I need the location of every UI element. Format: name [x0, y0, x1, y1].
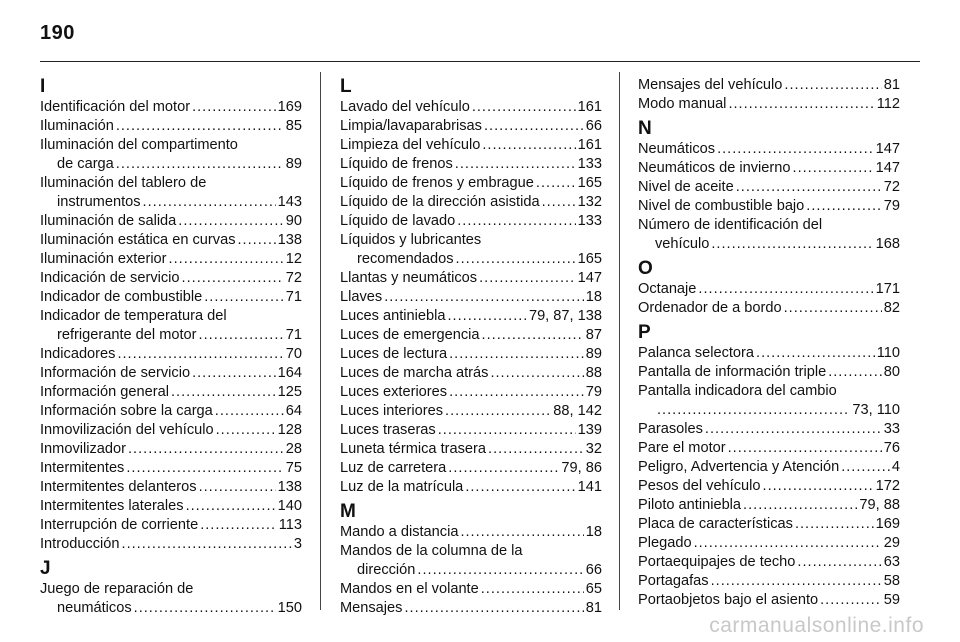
entry-term: Nivel de combustible bajo — [638, 198, 805, 214]
dot-leader — [238, 231, 276, 250]
index-entry[interactable] — [340, 599, 602, 618]
dot-leader — [200, 516, 277, 535]
entry-term: Información sobre la carga — [40, 403, 213, 419]
dot-leader — [116, 155, 284, 174]
index-entry[interactable] — [638, 76, 900, 95]
dot-leader — [728, 439, 882, 458]
dot-leader — [841, 458, 890, 477]
index-entry[interactable] — [40, 345, 302, 364]
entry-page-ref[interactable]: 112 — [876, 96, 900, 112]
entry-term: Lavado del vehículo — [340, 99, 470, 115]
entry-page-ref[interactable]: 171 — [875, 281, 900, 297]
entry-term: Líquido de lavado — [340, 213, 456, 229]
entry-term-continuation: instrumentos — [57, 194, 141, 210]
entry-page-ref[interactable]: 147 — [875, 141, 900, 157]
entry-page-ref[interactable]: 172 — [875, 478, 900, 494]
entry-term-continuation: dirección — [357, 562, 416, 578]
entry-term: Mandos de la columna de la — [340, 543, 523, 559]
entry-page-ref[interactable]: 33 — [883, 421, 900, 437]
dot-leader — [736, 178, 882, 197]
entry-term: Plegado — [638, 535, 692, 551]
index-entry[interactable] — [638, 420, 900, 439]
index-entry[interactable] — [638, 534, 900, 553]
dot-leader — [122, 535, 292, 554]
dot-leader — [186, 497, 276, 516]
dot-leader — [438, 421, 576, 440]
entry-term: Líquidos y lubricantes — [340, 232, 482, 248]
index-entry[interactable] — [40, 497, 302, 516]
index-entry[interactable] — [340, 193, 602, 212]
entry-term: Pesos del vehículo — [638, 478, 761, 494]
entry-page-ref[interactable]: 133 — [577, 156, 602, 172]
dot-leader — [178, 212, 283, 231]
index-entry[interactable] — [40, 440, 302, 459]
dot-leader — [182, 269, 284, 288]
entry-term: Llaves — [340, 289, 383, 305]
entry-term: Información general — [40, 384, 169, 400]
entry-page-ref[interactable]: 89 — [285, 156, 302, 172]
dot-leader — [756, 344, 875, 363]
entry-term-continuation: vehículo — [655, 236, 710, 252]
dot-leader — [806, 197, 881, 216]
index-entry[interactable] — [638, 344, 900, 363]
dot-leader — [698, 280, 873, 299]
entry-page-ref[interactable]: 164 — [277, 365, 302, 381]
entry-page-ref[interactable]: 169 — [277, 99, 302, 115]
entry-term: Portagafas — [638, 573, 709, 589]
entry-page-ref[interactable]: 18 — [585, 524, 602, 540]
entry-page-ref[interactable]: 139 — [577, 422, 602, 438]
index-entry[interactable] — [340, 212, 602, 231]
index-entry[interactable] — [638, 197, 900, 216]
dot-leader — [542, 193, 576, 212]
index-entry[interactable] — [340, 345, 602, 364]
dot-leader — [657, 401, 850, 420]
entry-page-ref[interactable]: 88 — [585, 365, 602, 381]
index-entry[interactable] — [340, 307, 602, 326]
dot-leader — [404, 599, 583, 618]
entry-term: Luces de marcha atrás — [340, 365, 489, 381]
entry-term: Identificación del motor — [40, 99, 191, 115]
entry-page-ref[interactable]: 147 — [577, 270, 602, 286]
entry-page-ref[interactable]: 28 — [285, 441, 302, 457]
entry-page-ref[interactable]: 18 — [585, 289, 602, 305]
entry-term: Intermitentes laterales — [40, 498, 184, 514]
index-entry[interactable] — [340, 269, 602, 288]
entry-term: Intermitentes — [40, 460, 125, 476]
entry-term-continuation: refrigerante del motor — [57, 327, 197, 343]
entry-term: Luz de carretera — [340, 460, 447, 476]
dot-leader — [711, 572, 882, 591]
index-column-3 — [638, 76, 900, 610]
entry-term: Placa de características — [638, 516, 793, 532]
entry-page-ref[interactable]: 161 — [577, 137, 602, 153]
entry-term: Llantas y neumáticos — [340, 270, 478, 286]
index-entry[interactable] — [340, 288, 602, 307]
dot-leader — [143, 193, 276, 212]
index-entry[interactable] — [340, 174, 602, 193]
index-entry[interactable] — [340, 136, 602, 155]
dot-leader — [204, 288, 284, 307]
entry-page-ref[interactable]: 110 — [876, 345, 900, 361]
entry-page-ref[interactable]: 4 — [891, 459, 900, 475]
dot-leader — [126, 459, 283, 478]
dot-leader — [481, 580, 584, 599]
entry-page-ref[interactable]: 169 — [875, 516, 900, 532]
entry-page-ref[interactable]: 73, 110 — [852, 402, 900, 418]
dot-leader — [479, 269, 576, 288]
dot-leader — [169, 250, 284, 269]
entry-term: Neumáticos de invierno — [638, 160, 791, 176]
header-rule — [40, 61, 920, 62]
entry-page-ref[interactable]: 165 — [577, 251, 602, 267]
index-entry[interactable] — [638, 95, 900, 114]
entry-term: Pantalla de información triple — [638, 364, 827, 380]
dot-leader — [192, 98, 276, 117]
index-entry[interactable] — [40, 535, 302, 554]
index-entry[interactable] — [340, 459, 602, 478]
index-entry[interactable] — [638, 439, 900, 458]
dot-leader — [199, 326, 284, 345]
index-entry[interactable] — [40, 478, 302, 497]
dot-leader — [482, 326, 584, 345]
dot-leader — [793, 159, 874, 178]
entry-term: Pare el motor — [638, 440, 726, 456]
dot-leader — [199, 478, 276, 497]
entry-term: Mandos en el volante — [340, 581, 479, 597]
entry-page-ref[interactable]: 65 — [585, 581, 602, 597]
page-number: 190 — [40, 22, 75, 44]
index-entry[interactable] — [340, 478, 602, 497]
index-entry[interactable] — [638, 159, 900, 178]
entry-page-ref[interactable]: 32 — [585, 441, 602, 457]
dot-leader — [449, 383, 584, 402]
entry-term: Luz de la matrícula — [340, 479, 464, 495]
column-divider — [320, 72, 321, 610]
index-entry[interactable] — [40, 269, 302, 288]
dot-leader — [784, 299, 882, 318]
index-entry[interactable] — [638, 363, 900, 382]
entry-page-ref[interactable]: 64 — [285, 403, 302, 419]
entry-term: Ordenador de a bordo — [638, 300, 782, 316]
entry-page-ref[interactable]: 147 — [875, 160, 900, 176]
dot-leader — [445, 402, 551, 421]
dot-leader — [216, 421, 276, 440]
entry-term: Información de servicio — [40, 365, 191, 381]
index-entry[interactable] — [340, 117, 602, 136]
entry-term: Luces antiniebla — [340, 308, 446, 324]
entry-term: Nivel de aceite — [638, 179, 734, 195]
entry-term: Iluminación — [40, 118, 114, 134]
dot-leader — [482, 136, 575, 155]
entry-page-ref[interactable]: 66 — [585, 562, 602, 578]
entry-page-ref[interactable]: 132 — [577, 194, 602, 210]
entry-page-ref[interactable]: 125 — [277, 384, 302, 400]
entry-page-ref[interactable]: 58 — [883, 573, 900, 589]
index-entry[interactable] — [340, 155, 602, 174]
entry-term: Líquido de la dirección asistida — [340, 194, 540, 210]
entry-page-ref[interactable]: 79, 88 — [859, 497, 900, 513]
entry-term: Limpieza del vehículo — [340, 137, 481, 153]
entry-page-ref[interactable]: 141 — [577, 479, 602, 495]
entry-term-continuation: recomendados — [357, 251, 454, 267]
entry-page-ref[interactable]: 161 — [577, 99, 602, 115]
entry-term: Neumáticos — [638, 141, 716, 157]
index-entry[interactable] — [40, 136, 302, 174]
index-entry[interactable] — [638, 299, 900, 318]
entry-term: Mando a distancia — [340, 524, 459, 540]
entry-page-ref[interactable]: 72 — [285, 270, 302, 286]
entry-term: Piloto antiniebla — [638, 497, 742, 513]
entry-term: Número de identificación del — [638, 217, 823, 233]
index-entry[interactable] — [638, 515, 900, 534]
entry-page-ref[interactable]: 140 — [277, 498, 302, 514]
entry-term: Iluminación de salida — [40, 213, 177, 229]
dot-leader — [728, 95, 874, 114]
dot-leader — [192, 364, 276, 383]
index-entry[interactable] — [340, 364, 602, 383]
watermark: carmanualsonline.info — [709, 614, 924, 637]
entry-term: Indicadores — [40, 346, 116, 362]
entry-term: Luces de emergencia — [340, 327, 480, 343]
dot-leader — [490, 364, 583, 383]
entry-page-ref[interactable]: 89 — [585, 346, 602, 362]
entry-term: Parasoles — [638, 421, 703, 437]
entry-page-ref[interactable]: 72 — [883, 179, 900, 195]
entry-page-ref[interactable]: 71 — [285, 289, 302, 305]
index-entry[interactable] — [40, 117, 302, 136]
entry-page-ref[interactable]: 88, 142 — [553, 403, 602, 419]
entry-term: Modo manual — [638, 96, 727, 112]
index-entry[interactable] — [638, 496, 900, 515]
dot-leader — [711, 235, 873, 254]
entry-term: Líquido de frenos — [340, 156, 453, 172]
entry-page-ref[interactable]: 66 — [585, 118, 602, 134]
entry-page-ref[interactable]: 12 — [285, 251, 302, 267]
index-letter-heading: P — [638, 322, 651, 343]
index-letter-heading: J — [40, 558, 51, 579]
entry-term: Mensajes del vehículo — [638, 77, 783, 93]
index-letter-heading: I — [40, 76, 46, 97]
dot-leader — [457, 212, 575, 231]
index-entry[interactable] — [638, 140, 900, 159]
dot-leader — [536, 174, 576, 193]
entry-term: Indicación de servicio — [40, 270, 180, 286]
entry-term: Iluminación del compartimento — [40, 137, 238, 153]
entry-page-ref[interactable]: 165 — [577, 175, 602, 191]
dot-leader — [215, 402, 284, 421]
column-divider — [619, 72, 620, 610]
entry-page-ref[interactable]: 70 — [285, 346, 302, 362]
entry-page-ref[interactable]: 138 — [277, 232, 302, 248]
dot-leader — [449, 345, 584, 364]
dot-leader — [134, 599, 276, 618]
dot-leader — [484, 117, 584, 136]
entry-term: Juego de reparación de — [40, 581, 194, 597]
entry-term: Luneta térmica trasera — [340, 441, 487, 457]
index-entry[interactable] — [340, 402, 602, 421]
entry-term-continuation: neumáticos — [57, 600, 132, 616]
entry-page-ref[interactable]: 59 — [883, 592, 900, 608]
entry-page-ref[interactable]: 76 — [883, 440, 900, 456]
dot-leader — [447, 307, 526, 326]
index-column-1 — [40, 76, 302, 618]
entry-term: Interrupción de corriente — [40, 517, 199, 533]
dot-leader — [448, 459, 559, 478]
index-entry[interactable] — [40, 174, 302, 212]
index-entry[interactable] — [638, 178, 900, 197]
entry-term: Líquido de frenos y embrague — [340, 175, 534, 191]
index-entry[interactable] — [40, 459, 302, 478]
index-entry[interactable] — [340, 383, 602, 402]
entry-term: Iluminación estática en curvas — [40, 232, 236, 248]
entry-page-ref[interactable]: 138 — [277, 479, 302, 495]
entry-page-ref[interactable]: 79, 86 — [561, 460, 602, 476]
dot-leader — [717, 140, 874, 159]
entry-page-ref[interactable]: 75 — [285, 460, 302, 476]
entry-term: Luces de lectura — [340, 346, 448, 362]
index-column-2 — [340, 76, 602, 618]
index-entry[interactable] — [40, 402, 302, 421]
entry-term: Iluminación del tablero de — [40, 175, 207, 191]
entry-page-ref[interactable]: 79 — [585, 384, 602, 400]
entry-term: Luces exteriores — [340, 384, 448, 400]
entry-page-ref[interactable]: 90 — [285, 213, 302, 229]
entry-term-continuation: de carga — [57, 156, 114, 172]
entry-term: Portaobjetos bajo el asiento — [638, 592, 819, 608]
dot-leader — [705, 420, 882, 439]
dot-leader — [384, 288, 584, 307]
entry-page-ref[interactable]: 87 — [585, 327, 602, 343]
entry-term: Pantalla indicadora del cambio — [638, 383, 837, 399]
entry-page-ref[interactable]: 63 — [883, 554, 900, 570]
index-entry[interactable] — [40, 98, 302, 117]
entry-page-ref[interactable]: 133 — [577, 213, 602, 229]
index-entry[interactable] — [340, 440, 602, 459]
entry-page-ref[interactable]: 85 — [285, 118, 302, 134]
index-entry[interactable] — [340, 326, 602, 345]
index-letter-heading: M — [340, 501, 356, 522]
index-entry[interactable] — [40, 383, 302, 402]
dot-leader — [472, 98, 576, 117]
index-entry[interactable] — [638, 458, 900, 477]
entry-term: Luces traseras — [340, 422, 436, 438]
entry-term: Inmovilizador — [40, 441, 126, 457]
index-entry[interactable] — [340, 98, 602, 117]
entry-term: Iluminación exterior — [40, 251, 167, 267]
entry-page-ref[interactable]: 168 — [875, 236, 900, 252]
index-entry[interactable] — [40, 580, 302, 618]
index-entry[interactable] — [40, 307, 302, 345]
dot-leader — [797, 553, 881, 572]
index-letter-heading: N — [638, 118, 652, 139]
dot-leader — [763, 477, 874, 496]
entry-term: Luces interiores — [340, 403, 444, 419]
entry-term: Limpia/lavaparabrisas — [340, 118, 482, 134]
index-letter-heading: L — [340, 76, 352, 97]
dot-leader — [171, 383, 276, 402]
entry-term: Inmovilización del vehículo — [40, 422, 214, 438]
entry-page-ref[interactable]: 79 — [883, 198, 900, 214]
entry-page-ref[interactable]: 82 — [883, 300, 900, 316]
index-entry[interactable] — [638, 477, 900, 496]
entry-page-ref[interactable]: 143 — [277, 194, 302, 210]
entry-page-ref[interactable]: 79, 87, 138 — [528, 308, 602, 324]
entry-page-ref[interactable]: 71 — [285, 327, 302, 343]
index-entry[interactable] — [340, 542, 602, 580]
dot-leader — [456, 250, 576, 269]
entry-term: Intermitentes delanteros — [40, 479, 197, 495]
entry-page-ref[interactable]: 81 — [883, 77, 900, 93]
index-entry[interactable] — [340, 421, 602, 440]
index-entry[interactable] — [638, 382, 900, 420]
index-entry[interactable] — [340, 523, 602, 542]
entry-page-ref[interactable]: 80 — [883, 364, 900, 380]
entry-page-ref[interactable]: 29 — [883, 535, 900, 551]
index-entry[interactable] — [40, 364, 302, 383]
dot-leader — [828, 363, 882, 382]
index-letter-heading: O — [638, 258, 653, 279]
dot-leader — [694, 534, 882, 553]
dot-leader — [455, 155, 576, 174]
dot-leader — [128, 440, 284, 459]
dot-leader — [784, 76, 881, 95]
index-entry[interactable] — [40, 516, 302, 535]
index-entry[interactable] — [638, 553, 900, 572]
index-entry[interactable] — [40, 421, 302, 440]
index-entry[interactable] — [40, 231, 302, 250]
index-entry[interactable] — [40, 212, 302, 231]
dot-leader — [460, 523, 583, 542]
dot-leader — [465, 478, 575, 497]
entry-page-ref[interactable]: 3 — [293, 536, 302, 552]
entry-term: Octanaje — [638, 281, 697, 297]
dot-leader — [488, 440, 584, 459]
dot-leader — [417, 561, 583, 580]
entry-term: Peligro, Advertencia y Atención — [638, 459, 840, 475]
entry-term: Portaequipajes de techo — [638, 554, 796, 570]
index-entry[interactable] — [638, 572, 900, 591]
index-entry[interactable] — [638, 591, 900, 610]
dot-leader — [743, 496, 857, 515]
index-entry[interactable] — [638, 216, 900, 254]
index-entry[interactable] — [40, 250, 302, 269]
index-entry[interactable] — [340, 231, 602, 269]
entry-term: Indicador de combustible — [40, 289, 203, 305]
entry-page-ref[interactable]: 81 — [585, 600, 602, 616]
entry-term: Introducción — [40, 536, 120, 552]
entry-term: Mensajes — [340, 600, 403, 616]
dot-leader — [820, 591, 882, 610]
index-entry[interactable] — [638, 280, 900, 299]
entry-page-ref[interactable]: 150 — [277, 600, 302, 616]
entry-term: Palanca selectora — [638, 345, 755, 361]
entry-term: Indicador de temperatura del — [40, 308, 227, 324]
dot-leader — [117, 345, 283, 364]
entry-page-ref[interactable]: 113 — [278, 517, 302, 533]
dot-leader — [116, 117, 284, 136]
index-entry[interactable] — [340, 580, 602, 599]
index-entry[interactable] — [40, 288, 302, 307]
dot-leader — [795, 515, 874, 534]
entry-page-ref[interactable]: 128 — [277, 422, 302, 438]
